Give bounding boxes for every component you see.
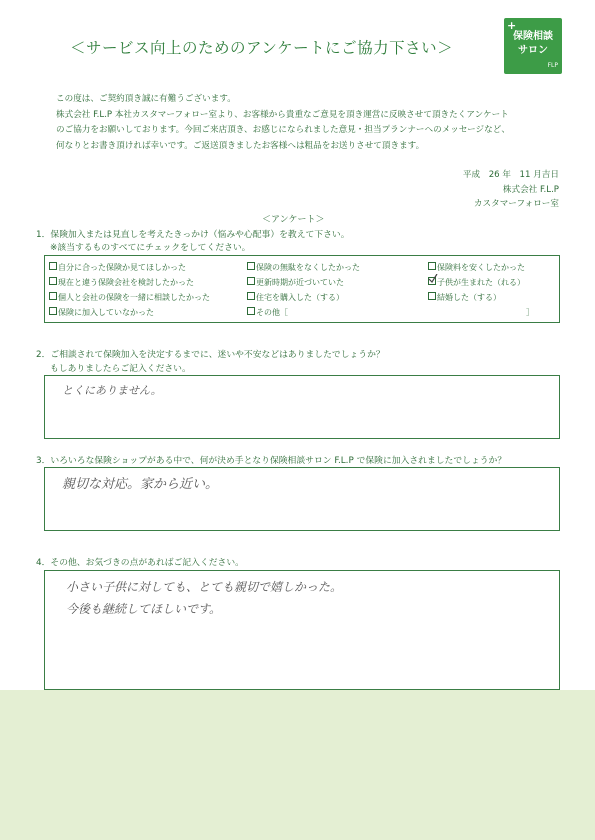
q2-text: 2．ご相談されて保険加入を決定するまでに、迷いや不安などはありましたでしょうか？	[36, 350, 385, 360]
survey-heading: ＜アンケート＞	[262, 215, 325, 225]
q3-handwritten-answer: 親切な対応。家から近い。	[62, 477, 219, 492]
q1-option[interactable]: 保険料を安くしたかった	[428, 262, 525, 273]
issuer-block	[463, 168, 559, 212]
salon-logo	[504, 18, 562, 74]
intro-line: この度は、ご契約頂き誠に有難うございます。	[56, 94, 236, 104]
checkbox-checked[interactable]	[428, 277, 436, 285]
checkbox[interactable]	[428, 292, 436, 300]
checkbox[interactable]	[247, 292, 255, 300]
checkbox[interactable]	[247, 262, 255, 270]
q1-text: 1．保険加入または見直しを考えたきっかけ（悩みや心配事）を教えて下さい。	[36, 230, 350, 240]
survey-title: ＜サービス向上のためのアンケートにご協力下さい＞	[70, 39, 454, 57]
checkbox[interactable]	[49, 292, 57, 300]
q4-handwritten-answer-line1: 小さい子供に対しても、とても親切で嬉しかった。	[66, 580, 343, 594]
department-name: カスタマーフォロー室	[473, 199, 559, 209]
q1-option[interactable]: 保険に加入していなかった	[49, 307, 154, 318]
q2-text-2: もしありましたらご記入ください。	[50, 364, 191, 374]
bottom-panel	[0, 690, 595, 840]
q4-text: 4．その他、お気づきの点があればご記入ください。	[36, 558, 244, 568]
q2-handwritten-answer: とくにありません。	[62, 384, 162, 397]
intro-line: のご協力をお願いしております。今回ご来店頂き、お感じになられました意見・担当プランナーへのメッセージなど、	[56, 125, 510, 135]
checkbox[interactable]	[247, 277, 255, 285]
q4-handwritten-answer-line2: 今後も継続してほしいです。	[66, 602, 222, 616]
q1-option-checked[interactable]: 子供が生まれた（れる）	[428, 277, 525, 288]
logo-small: FLP	[547, 62, 558, 69]
q1-option[interactable]: 更新時期が近づいていた	[247, 277, 344, 288]
company-name: 株式会社 F.L.P	[502, 184, 559, 195]
checkbox[interactable]	[49, 307, 57, 315]
intro-line: 何なりとお書き頂ければ幸いです。ご返送頂きましたお客様へは粗品をお送りさせて頂きます。	[56, 140, 425, 151]
q1-option-other[interactable]: その他［	[247, 307, 288, 318]
intro-line: 株式会社 F.L.P 本社カスタマーフォロー室より、お客様から貴重なご意見を頂き運営に反映させて頂きたくアンケート	[56, 109, 509, 120]
check-mark-icon	[428, 274, 438, 284]
intro-paragraph	[56, 92, 576, 154]
checkbox[interactable]	[428, 262, 436, 270]
q1-option[interactable]: 結婚した（する）	[428, 292, 501, 303]
q1-option[interactable]: 自分に合った保険か見てほしかった	[49, 262, 186, 273]
q1-note: ※該当するものすべてにチェックをしてください。	[50, 243, 251, 253]
issue-date: 平成 26 年 11 月吉日	[462, 170, 559, 180]
plus-icon: +	[507, 19, 517, 32]
q3-text: 3．いろいろな保険ショップがある中で、何が決め手となり保険相談サロン F.L.P で保険に加入されましたでしょうか？	[36, 456, 507, 466]
q1-option[interactable]: 住宅を購入した（する）	[247, 292, 344, 303]
checkbox[interactable]	[247, 307, 255, 315]
logo-line1: 保険相談	[513, 31, 553, 42]
q1-option[interactable]: 保険の無駄をなくしたかった	[247, 262, 360, 273]
q1-option[interactable]: 現在と違う保険会社を検討したかった	[49, 277, 194, 288]
q1-other-close-bracket: ］	[526, 308, 534, 317]
checkbox[interactable]	[49, 262, 57, 270]
logo-line2: サロン	[518, 45, 548, 56]
q1-option[interactable]: 個人と会社の保険を一緒に相談したかった	[49, 292, 210, 303]
checkbox[interactable]	[49, 277, 57, 285]
